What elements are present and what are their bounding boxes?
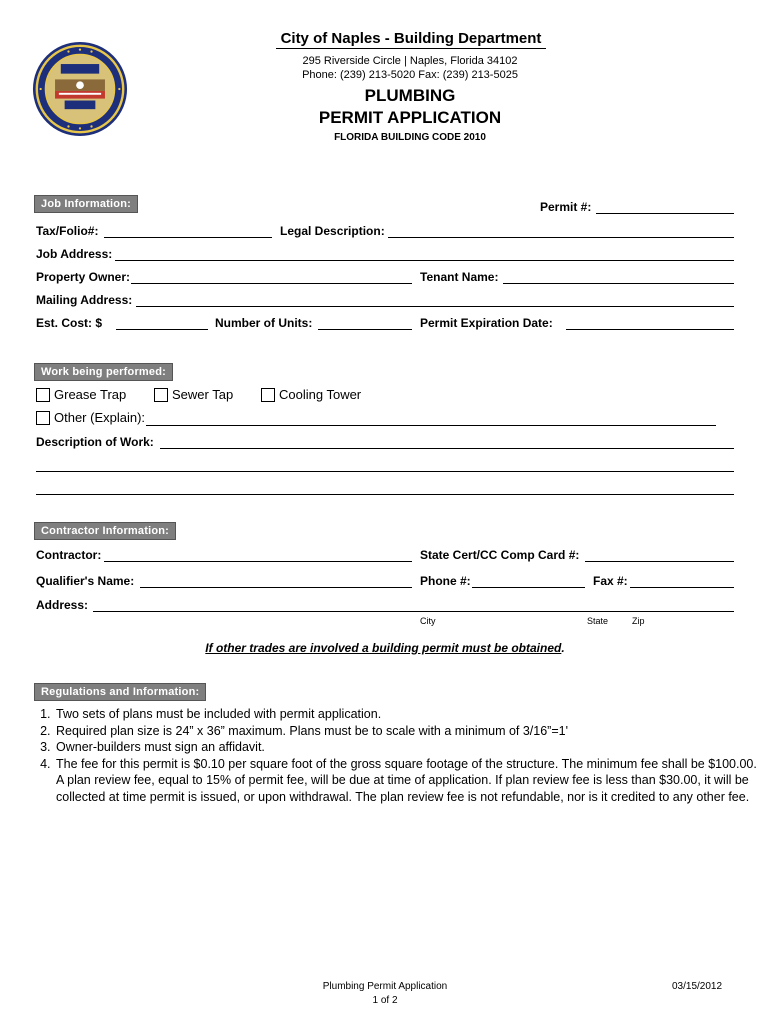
description-line-2[interactable] (36, 471, 734, 472)
tax-folio-label: Tax/Folio#: (36, 224, 99, 238)
contractor-address-field[interactable] (93, 611, 734, 612)
legal-description-label: Legal Description: (280, 224, 385, 238)
job-address-label: Job Address: (36, 247, 113, 261)
description-line-1[interactable] (160, 448, 734, 449)
property-owner-field[interactable] (131, 283, 412, 284)
doc-title-line-2: PERMIT APPLICATION (318, 108, 502, 127)
sewer-tap-label: Sewer Tap (172, 387, 234, 402)
state-cert-label: State Cert/CC Comp Card #: (420, 548, 580, 562)
number-of-units-field[interactable] (318, 329, 412, 330)
state-caption: State (587, 616, 609, 626)
regulation-item: 2. Required plan size is 24” x 36” maximum. Plans must be to scale with a minimum of 3/16”=1' (54, 723, 758, 740)
contractor-field[interactable] (104, 561, 412, 562)
est-cost-field[interactable] (116, 329, 208, 330)
description-line-3[interactable] (36, 494, 734, 495)
building-code: FLORIDA BUILDING CODE 2010 (334, 132, 486, 143)
city-seal-logo (32, 41, 128, 137)
cooling-tower-checkbox[interactable] (261, 388, 275, 402)
fax-field[interactable] (630, 587, 734, 588)
tenant-name-label: Tenant Name: (420, 270, 499, 284)
permit-expiration-field[interactable] (566, 329, 734, 330)
department-title: City of Naples - Building Department (280, 30, 542, 47)
number-of-units-label: Number of Units: (215, 316, 313, 330)
regulation-item: 1. Two sets of plans must be included with permit application. (54, 706, 758, 723)
permit-expiration-label: Permit Expiration Date: (420, 316, 553, 330)
zip-caption: Zip (632, 616, 645, 626)
qualifier-name-label: Qualifier's Name: (36, 574, 135, 588)
tenant-name-field[interactable] (503, 283, 734, 284)
grease-trap-label: Grease Trap (54, 387, 127, 402)
mailing-address-field[interactable] (136, 306, 734, 307)
building-permit-notice: If other trades are involved a building permit must be obtained. (205, 641, 565, 655)
fax-label: Fax #: (593, 574, 628, 588)
other-explain-field[interactable] (146, 425, 716, 426)
phone-label: Phone #: (420, 574, 471, 588)
legal-description-field[interactable] (388, 237, 734, 238)
department-address: 295 Riverside Circle | Naples, Florida 34102 (302, 55, 518, 67)
permit-number-label: Permit #: (540, 200, 592, 214)
qualifier-name-field[interactable] (140, 587, 412, 588)
other-label: Other (Explain): (54, 410, 146, 425)
mailing-address-label: Mailing Address: (36, 293, 133, 307)
building-permit-notice-text: If other trades are involved a building permit must be obtained (205, 641, 562, 655)
department-phone: Phone: (239) 213-5020 Fax: (239) 213-5025 (302, 69, 518, 81)
contractor-information-header: Contractor Information: (34, 522, 176, 540)
permit-number-field[interactable] (596, 213, 734, 214)
footer-date: 03/15/2012 (672, 981, 723, 992)
description-of-work-label: Description of Work: (36, 435, 154, 449)
phone-field[interactable] (472, 587, 585, 588)
est-cost-label: Est. Cost: $ (36, 316, 103, 330)
doc-title-line-1: PLUMBING (364, 86, 456, 105)
contractor-label: Contractor: (36, 548, 102, 562)
sewer-tap-checkbox[interactable] (154, 388, 168, 402)
work-performed-header: Work being performed: (34, 363, 173, 381)
footer-page-number: 1 of 2 (372, 995, 398, 1006)
cooling-tower-label: Cooling Tower (279, 387, 362, 402)
other-checkbox[interactable] (36, 411, 50, 425)
regulations-header: Regulations and Information: (34, 683, 206, 701)
property-owner-label: Property Owner: (36, 270, 131, 284)
regulation-item: 3. Owner-builders must sign an affidavit. (54, 739, 758, 756)
contractor-address-label: Address: (36, 598, 89, 612)
grease-trap-checkbox[interactable] (36, 388, 50, 402)
city-caption: City (420, 616, 436, 626)
job-information-header: Job Information: (34, 195, 138, 213)
footer-document-name: Plumbing Permit Application (322, 981, 448, 992)
state-cert-field[interactable] (585, 561, 734, 562)
title-underline (276, 48, 546, 49)
regulations-list (34, 706, 758, 805)
regulation-item: 4. The fee for this permit is $0.10 per square foot of the gross square footage of the structure. The minimum fee shall be $100.00. A plan review fee, equal to 15% of permit fee, will be due at time of application. If plan review fee is less than $30.00, it will be collected at time permit is issued, or upon withdrawal. The plan review fee is not refundable, nor is it credited to any other fee. (54, 756, 758, 806)
job-address-field[interactable] (115, 260, 734, 261)
tax-folio-field[interactable] (104, 237, 272, 238)
